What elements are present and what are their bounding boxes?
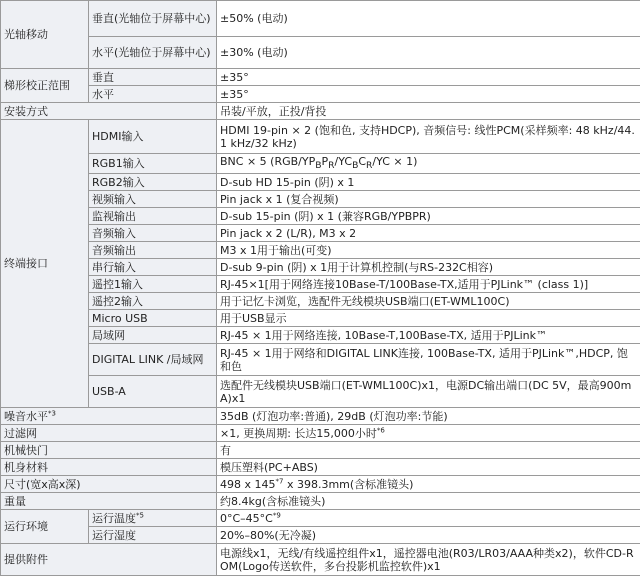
value-subscript: R xyxy=(366,160,372,171)
spec-value: D-sub HD 15-pin (阴) x 1 xyxy=(217,174,640,191)
table-row xyxy=(1,293,640,310)
spec-value: RJ-45 × 1用于网络和DIGITAL LINK连接, 100Base-TX, 适用于PJLink™,HDCP, 饱和色 xyxy=(217,344,640,376)
spec-value: D-sub 9-pin (阴) x 1用于计算机控制(与RS-232C相容) xyxy=(217,259,640,276)
spec-category: 梯形校正范围 xyxy=(1,69,89,103)
table-row xyxy=(1,425,640,442)
table-row xyxy=(1,344,640,376)
table-row xyxy=(1,120,640,154)
footnote-marker: *7 xyxy=(276,477,284,485)
category-text: 噪音水平 xyxy=(4,410,48,423)
table-row xyxy=(1,527,640,544)
value-text: 498 x 145 xyxy=(220,478,276,491)
table-row xyxy=(1,327,640,344)
spec-value: 选配件无线模块USB端口(ET-WML100C)x1，电源DC输出端口(DC 5V，最高900mA)x1 xyxy=(217,376,640,408)
spec-value: Pin jack x 1 (复合视频) xyxy=(217,191,640,208)
spec-subitem: 视频输入 xyxy=(89,191,217,208)
value-subscript: R xyxy=(328,160,334,171)
spec-category: 重量 xyxy=(1,493,217,510)
table-row xyxy=(1,276,640,293)
spec-subitem: HDMI输入 xyxy=(89,120,217,154)
table-row xyxy=(1,376,640,408)
table-row xyxy=(1,310,640,327)
table-row xyxy=(1,69,640,86)
value-subscript: B xyxy=(315,160,321,171)
spec-category: 提供附件 xyxy=(1,544,217,576)
spec-category: 尺寸(宽x高x深) xyxy=(1,476,217,493)
table-row xyxy=(1,259,640,276)
value-text: BNC × 5 (RGB/YP xyxy=(220,155,315,168)
spec-category: 光轴移动 xyxy=(1,1,89,69)
spec-subitem: RGB1输入 xyxy=(89,154,217,174)
table-row xyxy=(1,191,640,208)
table-row xyxy=(1,208,640,225)
spec-value: 吊装/平放，正投/背投 xyxy=(217,103,640,120)
value-text: ×1, 更换周期: 长达15,000小时 xyxy=(220,427,377,440)
spec-value xyxy=(217,425,640,442)
spec-category xyxy=(1,408,217,425)
spec-value: 35dB (灯泡功率:普通), 29dB (灯泡功率:节能) xyxy=(217,408,640,425)
table-row xyxy=(1,459,640,476)
spec-value: ±35° xyxy=(217,86,640,103)
spec-value: 20%–80%(无冷凝) xyxy=(217,527,640,544)
table-row xyxy=(1,510,640,527)
value-text: x 398.3mm(含标准镜头) xyxy=(283,478,413,491)
spec-subitem: 垂直(光轴位于屏幕中心) xyxy=(89,1,217,37)
footnote-marker: *5 xyxy=(136,511,144,519)
value-text: 0°C–45°C xyxy=(220,512,273,525)
spec-value: HDMI 19-pin × 2 (饱和色, 支持HDCP), 音频信号: 线性PCM(采样频率: 48 kHz/44.1 kHz/32 kHz) xyxy=(217,120,640,154)
table-row xyxy=(1,408,640,425)
table-row xyxy=(1,225,640,242)
spec-category: 机械快门 xyxy=(1,442,217,459)
spec-value: 用于USB显示 xyxy=(217,310,640,327)
table-row xyxy=(1,242,640,259)
spec-value: M3 x 1用于输出(可变) xyxy=(217,242,640,259)
spec-subitem: 水平 xyxy=(89,86,217,103)
spec-value: 有 xyxy=(217,442,640,459)
spec-value: 约8.4kg(含标准镜头) xyxy=(217,493,640,510)
spec-subitem: 音频输入 xyxy=(89,225,217,242)
spec-subitem: 垂直 xyxy=(89,69,217,86)
spec-value: ±35° xyxy=(217,69,640,86)
table-row xyxy=(1,544,640,576)
spec-value: D-sub 15-pin (阴) x 1 (兼容RGB/YPBPR) xyxy=(217,208,640,225)
footnote-marker: *6 xyxy=(377,426,385,434)
spec-subitem: USB-A xyxy=(89,376,217,408)
spec-category: 过滤网 xyxy=(1,425,217,442)
spec-value xyxy=(217,154,640,174)
spec-subitem: 串行输入 xyxy=(89,259,217,276)
spec-value: ±50% (电动) xyxy=(217,1,640,37)
spec-category: 机身材料 xyxy=(1,459,217,476)
table-row xyxy=(1,37,640,69)
spec-subitem: 水平(光轴位于屏幕中心) xyxy=(89,37,217,69)
value-text: P xyxy=(322,155,329,168)
spec-value xyxy=(217,510,640,527)
value-subscript: B xyxy=(352,160,358,171)
table-row xyxy=(1,174,640,191)
spec-category: 运行环境 xyxy=(1,510,89,544)
spec-subitem: Micro USB xyxy=(89,310,217,327)
spec-subitem: DIGITAL LINK /局域网 xyxy=(89,344,217,376)
value-text: /YC × 1) xyxy=(372,155,417,168)
spec-subitem: 局域网 xyxy=(89,327,217,344)
spec-value: 用于记忆卡浏览，选配件无线模块USB端口(ET-WML100C) xyxy=(217,293,640,310)
table-row xyxy=(1,154,640,174)
spec-subitem: 遥控2输入 xyxy=(89,293,217,310)
spec-value xyxy=(217,476,640,493)
table-row xyxy=(1,103,640,120)
spec-value: RJ-45 × 1用于网络连接, 10Base-T,100Base-TX, 适用于PJLink™ xyxy=(217,327,640,344)
value-text: C xyxy=(358,155,366,168)
spec-value: 模压塑料(PC+ABS) xyxy=(217,459,640,476)
value-text: /YC xyxy=(335,155,353,168)
spec-value: 电源线x1，无线/有线遥控组件x1，遥控器电池(R03/LR03/AAA种类x2)，软件CD-ROM(Logo传送软件，多台投影机监控软件)x1 xyxy=(217,544,640,576)
spec-value: Pin jack x 2 (L/R), M3 x 2 xyxy=(217,225,640,242)
table-row xyxy=(1,86,640,103)
spec-subitem: 运行湿度 xyxy=(89,527,217,544)
spec-subitem: 音频输出 xyxy=(89,242,217,259)
table-row xyxy=(1,442,640,459)
spec-subitem: 监视输出 xyxy=(89,208,217,225)
spec-subitem xyxy=(89,510,217,527)
spec-value: RJ-45×1[用于网络连接10Base-T/100Base-TX,适用于PJLink™ (class 1)] xyxy=(217,276,640,293)
spec-subitem: 遥控1输入 xyxy=(89,276,217,293)
spec-subitem: RGB2输入 xyxy=(89,174,217,191)
spec-category: 安装方式 xyxy=(1,103,217,120)
table-row xyxy=(1,476,640,493)
footnote-marker: *3 xyxy=(48,409,56,417)
spec-category: 终端接口 xyxy=(1,120,89,408)
footnote-marker: *9 xyxy=(273,511,281,519)
subitem-text: 运行温度 xyxy=(92,512,136,525)
spec-value: ±30% (电动) xyxy=(217,37,640,69)
table-row xyxy=(1,493,640,510)
table-row xyxy=(1,1,640,37)
